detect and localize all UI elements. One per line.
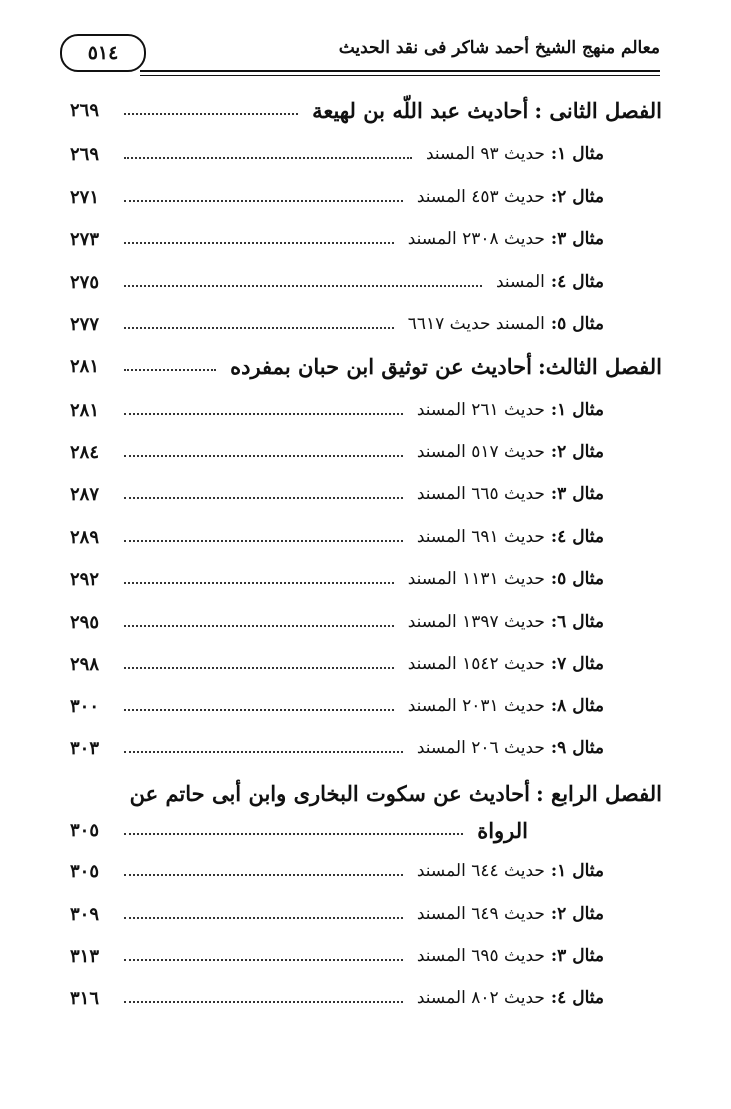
running-title: معالم منهج الشيخ أحمد شاكر فى نقد الحديث <box>338 38 660 58</box>
example-label: مثال ٤: <box>550 527 604 547</box>
page-ref: ٢٨١ <box>70 399 100 421</box>
toc-example-row[interactable] <box>70 265 662 299</box>
chapter-label: الفصل الرابع : <box>535 780 662 806</box>
example-title: حديث ٦٩١ المسند <box>416 527 545 547</box>
example-title: حديث ١٣٩٧ المسند <box>407 612 545 632</box>
leader-dots <box>124 413 403 415</box>
page-ref: ٢٦٩ <box>70 99 100 121</box>
toc-chapter-row[interactable] <box>70 93 662 127</box>
leader-dots <box>124 667 394 669</box>
example-label: مثال ٢: <box>550 442 604 462</box>
page-ref: ٢٩٨ <box>70 653 100 675</box>
example-title: حديث ٦٤٩ المسند <box>416 904 545 924</box>
leader-dots <box>124 1001 403 1003</box>
page-ref: ٢٧٥ <box>70 271 100 293</box>
page-ref: ٢٦٩ <box>70 143 100 165</box>
page-number-badge: ٥١٤ <box>60 34 146 72</box>
toc-example-row[interactable] <box>70 647 662 681</box>
toc-example-row[interactable] <box>70 854 662 888</box>
leader-dots <box>124 582 394 584</box>
example-label: مثال ٤: <box>550 272 604 292</box>
chapter-title: أحاديث عن سكوت البخارى وابن أبى حاتم عن <box>129 780 530 806</box>
page-ref: ٣٠٣ <box>70 737 100 759</box>
page-ref: ٢٨٤ <box>70 441 100 463</box>
toc-example-row[interactable] <box>70 137 662 171</box>
toc-chapter-row[interactable] <box>70 776 662 810</box>
toc-example-row[interactable] <box>70 939 662 973</box>
toc-example-row[interactable] <box>70 689 662 723</box>
example-title: حديث ١١٣١ المسند <box>407 569 545 589</box>
example-title: المسند حديث ٦٦١٧ <box>407 314 545 334</box>
leader-dots <box>124 751 403 753</box>
example-label: مثال ٤: <box>550 988 604 1008</box>
leader-dots <box>124 540 403 542</box>
example-title: حديث ٢٣٠٨ المسند <box>407 229 545 249</box>
example-title: حديث ٩٣ المسند <box>426 144 545 164</box>
example-title: حديث ٢٠٣١ المسند <box>407 696 545 716</box>
chapter-title-continued: الرواة <box>477 817 528 843</box>
page-ref: ٢٩٥ <box>70 611 100 633</box>
page-ref: ٢٨٧ <box>70 483 100 505</box>
example-title: حديث ٨٠٢ المسند <box>416 988 545 1008</box>
example-label: مثال ٢: <box>550 904 604 924</box>
example-label: مثال ٣: <box>550 229 604 249</box>
page-ref: ٣٠٥ <box>70 860 100 882</box>
table-of-contents <box>70 0 662 1109</box>
example-label: مثال ٦: <box>550 612 604 632</box>
toc-example-row[interactable] <box>70 731 662 765</box>
leader-dots <box>124 709 394 711</box>
page-ref: ٣١٦ <box>70 987 100 1009</box>
chapter-label: الفصل الثالث: <box>537 353 662 379</box>
page-ref: ٢٨٩ <box>70 526 100 548</box>
chapter-label: الفصل الثانى : <box>534 97 662 123</box>
example-title: حديث ٢٠٦ المسند <box>416 738 545 758</box>
toc-example-row[interactable] <box>70 307 662 341</box>
chapter-title: أحاديث عن توثيق ابن حبان بمفرده <box>230 353 532 379</box>
leader-dots <box>124 369 216 371</box>
example-label: مثال ٧: <box>550 654 604 674</box>
toc-example-row[interactable] <box>70 435 662 469</box>
leader-dots <box>124 455 403 457</box>
example-title: حديث ٤٥٣ المسند <box>416 187 545 207</box>
example-title: حديث ٥١٧ المسند <box>416 442 545 462</box>
toc-chapter-continuation[interactable] <box>70 813 662 847</box>
leader-dots <box>124 959 403 961</box>
leader-dots <box>124 917 403 919</box>
example-title: المسند <box>495 272 545 292</box>
page-ref: ٣٠٠ <box>70 695 100 717</box>
page-ref: ٣١٣ <box>70 945 100 967</box>
leader-dots <box>124 200 403 202</box>
toc-example-row[interactable] <box>70 477 662 511</box>
leader-dots <box>124 327 394 329</box>
toc-chapter-row[interactable] <box>70 349 662 383</box>
example-title: حديث ٦٦٥ المسند <box>416 484 545 504</box>
example-title: حديث ٢٦١ المسند <box>416 400 545 420</box>
leader-dots <box>124 157 412 159</box>
example-label: مثال ١: <box>550 144 604 164</box>
toc-example-row[interactable] <box>70 520 662 554</box>
page-ref: ٢٧٧ <box>70 313 100 335</box>
leader-dots <box>124 625 394 627</box>
example-label: مثال ١: <box>550 400 604 420</box>
toc-example-row[interactable] <box>70 222 662 256</box>
chapter-title: أحاديث عبد اللّه بن لهيعة <box>312 97 529 123</box>
example-label: مثال ٨: <box>550 696 604 716</box>
example-title: حديث ١٥٤٢ المسند <box>407 654 545 674</box>
leader-dots <box>124 497 403 499</box>
leader-dots <box>124 242 394 244</box>
example-label: مثال ٩: <box>550 738 604 758</box>
example-title: حديث ٦٤٤ المسند <box>416 861 545 881</box>
toc-example-row[interactable] <box>70 981 662 1015</box>
page-ref: ٣٠٥ <box>70 819 100 841</box>
leader-dots <box>124 874 403 876</box>
example-label: مثال ٣: <box>550 946 604 966</box>
page-ref: ٢٧١ <box>70 186 100 208</box>
example-label: مثال ٢: <box>550 187 604 207</box>
toc-example-row[interactable] <box>70 393 662 427</box>
example-title: حديث ٦٩٥ المسند <box>416 946 545 966</box>
example-label: مثال ١: <box>550 861 604 881</box>
toc-example-row[interactable] <box>70 897 662 931</box>
page-ref: ٢٨١ <box>70 355 100 377</box>
toc-example-row[interactable] <box>70 180 662 214</box>
leader-dots <box>124 113 298 115</box>
page-ref: ٣٠٩ <box>70 903 100 925</box>
example-label: مثال ٣: <box>550 484 604 504</box>
toc-example-row[interactable] <box>70 605 662 639</box>
page-ref: ٢٧٣ <box>70 228 100 250</box>
toc-example-row[interactable] <box>70 562 662 596</box>
example-label: مثال ٥: <box>550 314 604 334</box>
leader-dots <box>124 833 463 835</box>
example-label: مثال ٥: <box>550 569 604 589</box>
page-ref: ٢٩٢ <box>70 568 100 590</box>
leader-dots <box>124 285 482 287</box>
